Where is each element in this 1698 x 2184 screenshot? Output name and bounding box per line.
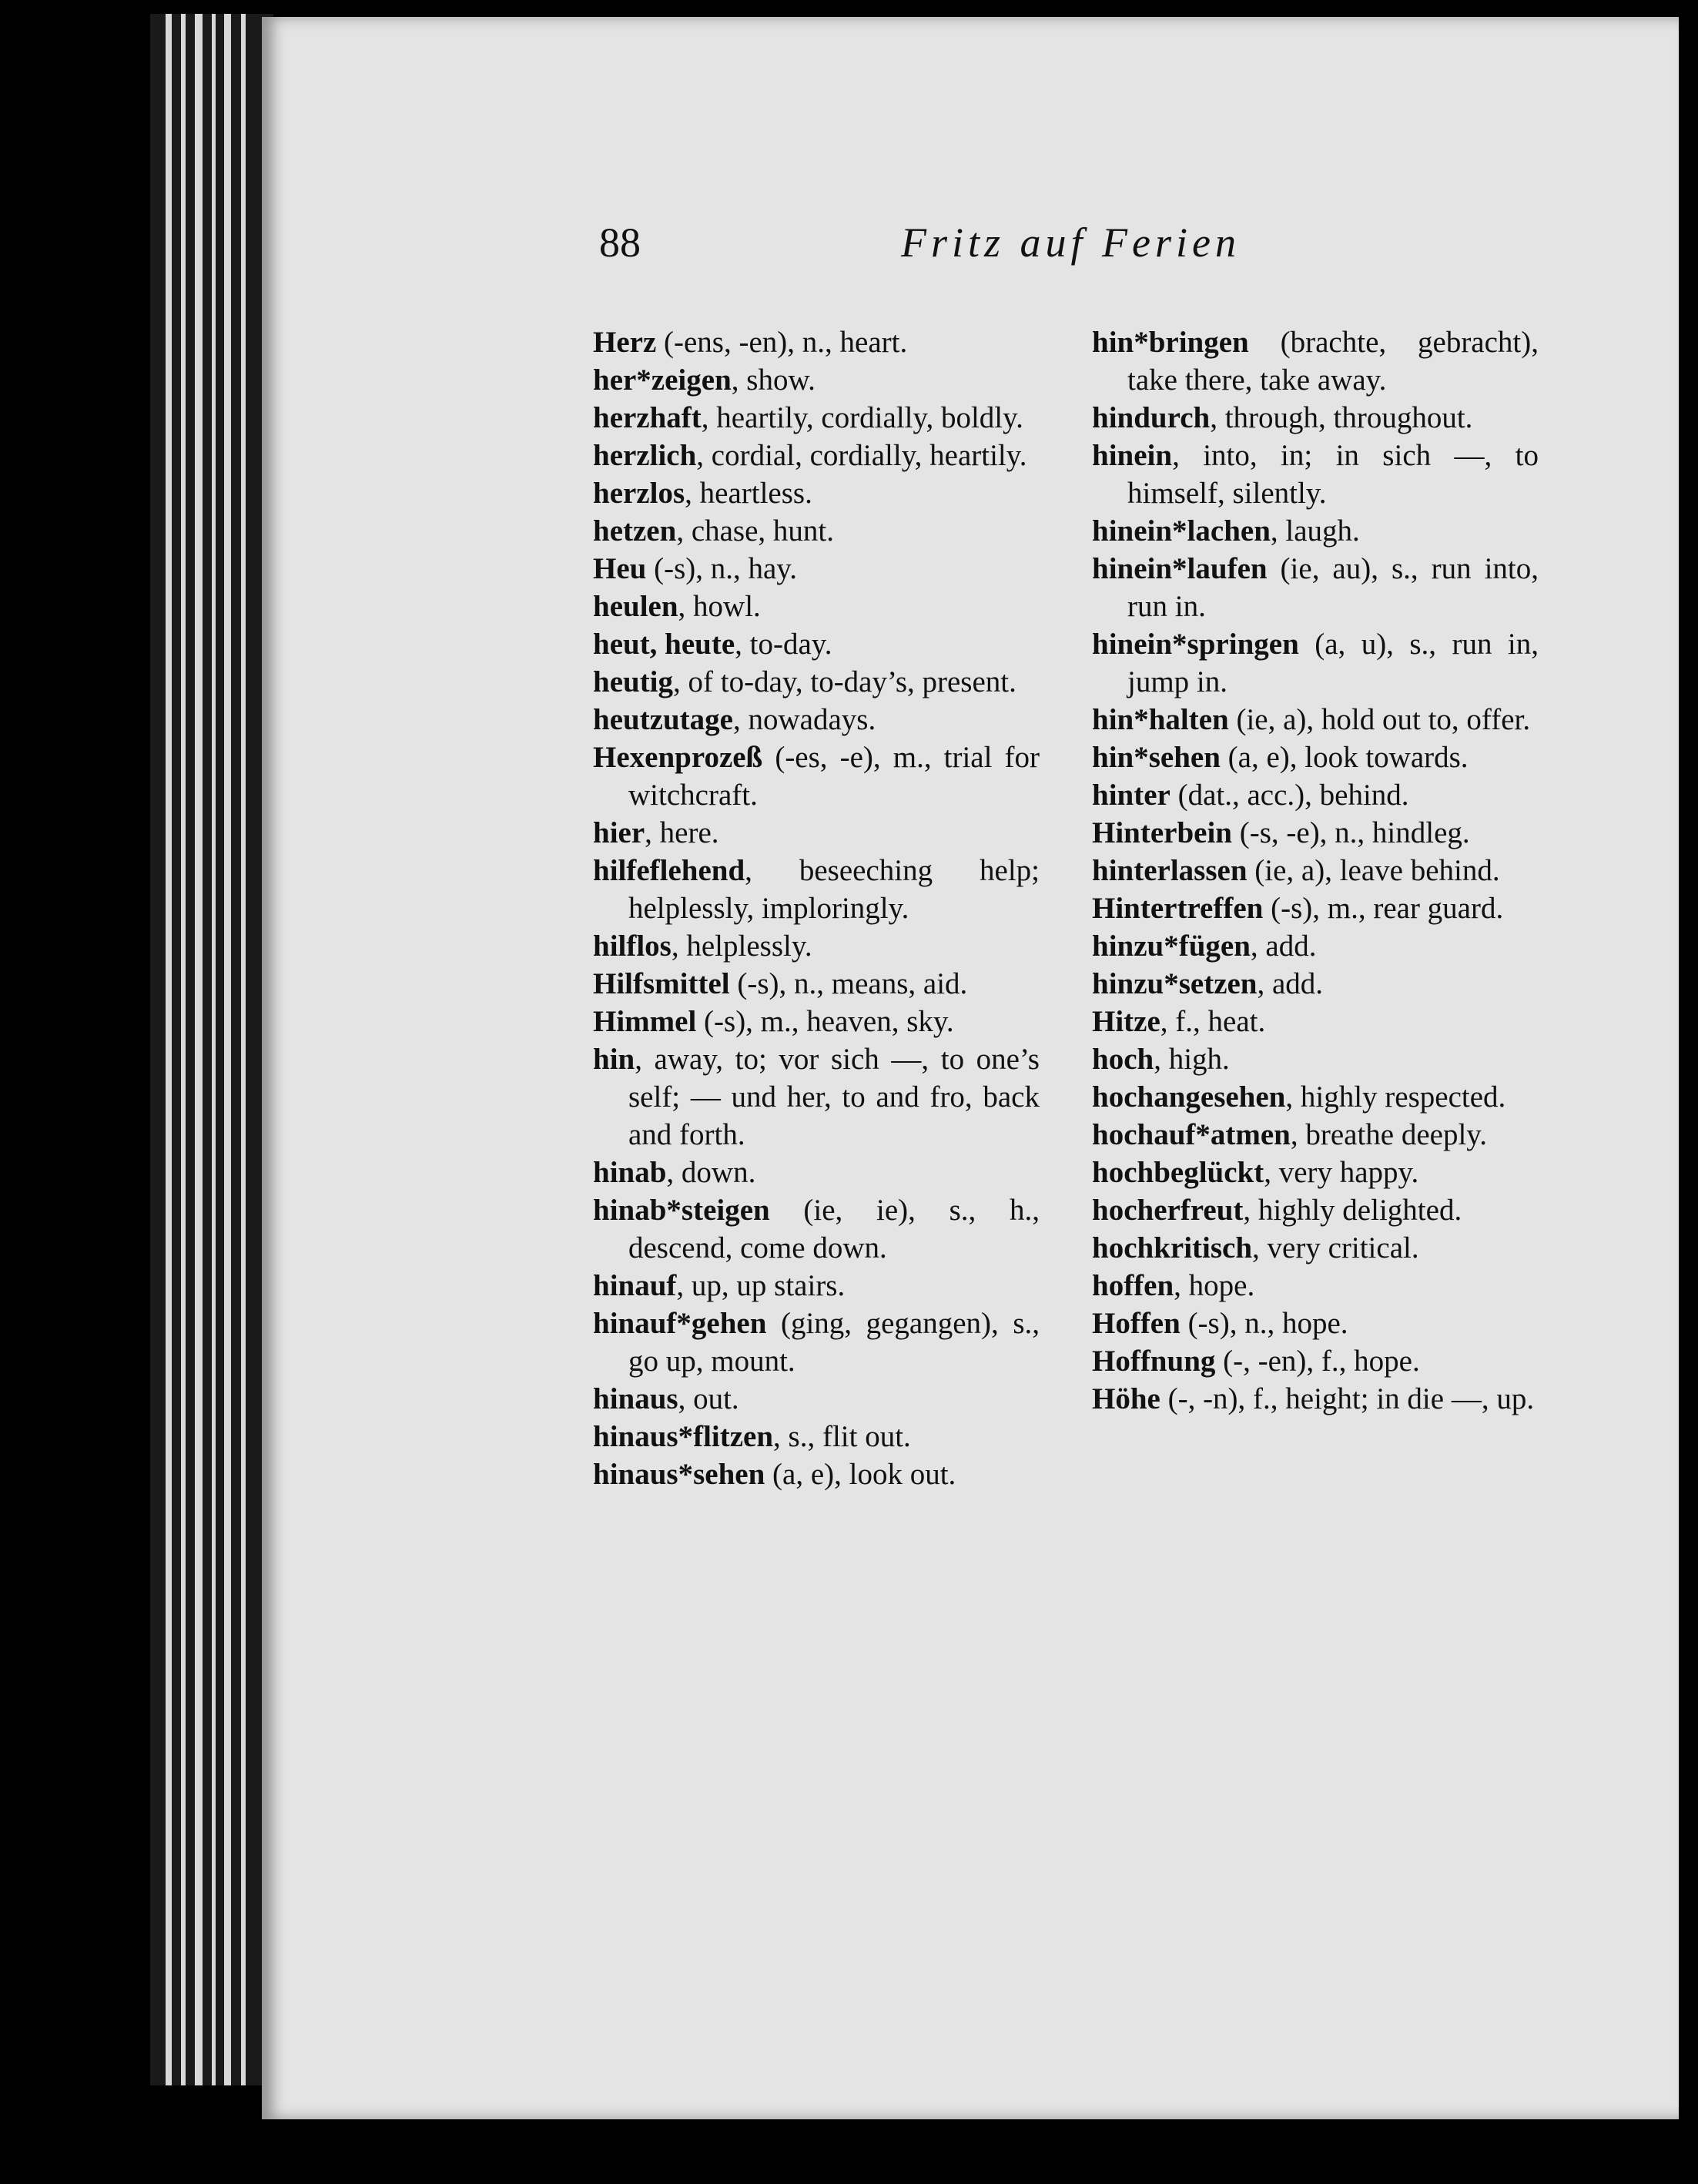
dictionary-entry <box>1092 1154 1539 1191</box>
entry-headword: hocherfreut <box>1092 1194 1244 1227</box>
dictionary-entry <box>1092 814 1539 852</box>
entry-headword: Hoffnung <box>1092 1345 1216 1378</box>
entry-definition: , down. <box>666 1156 756 1189</box>
entry-definition: , cordial, cordially, heartily. <box>696 439 1027 472</box>
entry-headword: hinauf <box>593 1269 677 1302</box>
dictionary-entry <box>1092 1380 1539 1418</box>
entry-headword: heut, heute <box>593 628 735 661</box>
entry-headword: hier <box>593 816 645 849</box>
dictionary-entry <box>593 512 1040 550</box>
dictionary-entry <box>593 663 1040 701</box>
entry-definition: (ie, au), s., run into, run in. <box>1127 552 1539 623</box>
entry-definition: , through, throughout. <box>1210 401 1473 434</box>
dictionary-entry <box>1092 1116 1539 1154</box>
dictionary-entry <box>593 1418 1040 1455</box>
right-column <box>1092 323 1539 1418</box>
entry-definition: , helplessly. <box>671 930 812 963</box>
entry-definition: (brachte, gebracht), take there, take away. <box>1127 326 1539 397</box>
dictionary-entry <box>1092 550 1539 625</box>
entry-definition: , out. <box>678 1382 739 1415</box>
entry-headword: hinaus*flitzen <box>593 1420 774 1453</box>
entry-definition: , high. <box>1154 1043 1230 1076</box>
dictionary-entry <box>593 550 1040 588</box>
entry-headword: hinab*steigen <box>593 1194 770 1227</box>
entry-headword: Hoffen <box>1092 1307 1181 1340</box>
entry-definition: (-es, -e), m., trial for witchcraft. <box>628 741 1040 812</box>
entry-headword: hilfeflehend <box>593 854 745 887</box>
dictionary-entry <box>1092 437 1539 512</box>
dictionary-entry <box>1092 323 1539 399</box>
entry-headword: hoch <box>1092 1043 1154 1076</box>
entry-headword: heutzutage <box>593 703 733 736</box>
page-edge-line <box>224 14 231 2085</box>
entry-definition: (ie, a), leave behind. <box>1247 854 1500 887</box>
page-edge-line <box>195 14 203 2085</box>
entry-headword: hochkritisch <box>1092 1231 1253 1265</box>
page-edge-line <box>166 14 172 2085</box>
dictionary-entry <box>1092 965 1539 1003</box>
entry-definition: , away, to; vor sich —, to one’s self; — und her, to and fro, back and forth. <box>628 1043 1040 1151</box>
entry-headword: hin*bringen <box>1092 326 1249 359</box>
entry-definition: , add. <box>1257 967 1324 1000</box>
left-column <box>593 323 1040 1493</box>
entry-headword: hinzu*setzen <box>1092 967 1258 1000</box>
entry-definition: , breathe deeply. <box>1290 1118 1488 1151</box>
entry-headword: hinein*laufen <box>1092 552 1268 585</box>
entry-definition: (dat., acc.), behind. <box>1170 779 1409 812</box>
entry-definition: (a, e), look towards. <box>1220 741 1469 774</box>
entry-headword: Höhe <box>1092 1382 1160 1415</box>
entry-definition: , hope. <box>1174 1269 1255 1302</box>
entry-headword: Hinterbein <box>1092 816 1232 849</box>
entry-definition: (-s), n., hope. <box>1180 1307 1348 1340</box>
entry-definition: (-ens, -en), n., heart. <box>656 326 908 359</box>
entry-headword: Himmel <box>593 1005 697 1038</box>
entry-definition: (ie, ie), s., h., descend, come down. <box>628 1194 1040 1265</box>
entry-headword: hinzu*fügen <box>1092 930 1251 963</box>
entry-definition: , laugh. <box>1270 514 1360 548</box>
entry-definition: , here. <box>645 816 719 849</box>
entry-definition: , howl. <box>678 590 761 623</box>
dictionary-entry <box>1092 1191 1539 1229</box>
entry-definition: , chase, hunt. <box>676 514 835 548</box>
dictionary-entry <box>593 701 1040 739</box>
entry-headword: herzlos <box>593 477 685 510</box>
page-header <box>262 219 1679 288</box>
dictionary-entry <box>593 588 1040 625</box>
entry-headword: hinein*lachen <box>1092 514 1271 548</box>
dictionary-entry <box>1092 512 1539 550</box>
entry-headword: Hitze <box>1092 1005 1160 1038</box>
dictionary-entry <box>593 927 1040 965</box>
entry-headword: herzhaft <box>593 401 702 434</box>
page-edge-line <box>181 14 186 2085</box>
entry-headword: hin <box>593 1043 635 1076</box>
entry-headword: hinein*springen <box>1092 628 1299 661</box>
entry-definition: (-s), m., rear guard. <box>1263 892 1504 925</box>
dictionary-entry <box>593 965 1040 1003</box>
entry-headword: Heu <box>593 552 647 585</box>
entry-headword: hin*sehen <box>1092 741 1221 774</box>
dictionary-entry <box>1092 701 1539 739</box>
entry-definition: (-, -n), f., height; in die —, up. <box>1160 1382 1535 1415</box>
entry-headword: hoffen <box>1092 1269 1174 1302</box>
dictionary-entry <box>593 437 1040 474</box>
dictionary-entry <box>1092 1040 1539 1078</box>
entry-definition: , f., heat. <box>1160 1005 1266 1038</box>
page-number: 88 <box>599 219 641 266</box>
entry-definition: , very critical. <box>1252 1231 1419 1265</box>
dictionary-entry <box>1092 739 1539 776</box>
dictionary-entry <box>1092 927 1539 965</box>
entry-definition: , very happy. <box>1264 1156 1419 1189</box>
dictionary-entry <box>593 1154 1040 1191</box>
dictionary-entry <box>1092 399 1539 437</box>
dictionary-entry <box>1092 1267 1539 1305</box>
entry-definition: , s., flit out. <box>773 1420 911 1453</box>
entry-definition: , nowadays. <box>732 703 876 736</box>
dictionary-entry <box>1092 1342 1539 1380</box>
book-page <box>262 17 1679 2119</box>
entry-definition: , of to-day, to-day’s, present. <box>673 665 1016 698</box>
entry-headword: hindurch <box>1092 401 1211 434</box>
entry-definition: (ie, a), hold out to, offer. <box>1228 703 1531 736</box>
dictionary-entry <box>593 739 1040 814</box>
entry-definition: (a, u), s., run in, jump in. <box>1127 628 1539 698</box>
entry-headword: hetzen <box>593 514 677 548</box>
dictionary-entry <box>593 1191 1040 1267</box>
dictionary-entry <box>593 625 1040 663</box>
dictionary-entry <box>1092 625 1539 701</box>
entry-definition: , heartily, cordially, boldly. <box>701 401 1023 434</box>
book-page-edges <box>150 14 273 2085</box>
entry-headword: heutig <box>593 665 674 698</box>
entry-headword: hin*halten <box>1092 703 1229 736</box>
entry-headword: hinaus*sehen <box>593 1458 765 1491</box>
dictionary-entry <box>593 1267 1040 1305</box>
entry-definition: , beseeching help; helplessly, imploringly. <box>628 854 1040 925</box>
dictionary-entry <box>593 361 1040 399</box>
entry-definition: (-s), n., means, aid. <box>729 967 968 1000</box>
entry-headword: hinterlassen <box>1092 854 1248 887</box>
dictionary-entry <box>593 1040 1040 1154</box>
entry-definition: , highly respected. <box>1285 1080 1506 1114</box>
dictionary-entry <box>593 1455 1040 1493</box>
entry-definition: , highly delighted. <box>1243 1194 1462 1227</box>
dictionary-entry <box>593 323 1040 361</box>
entry-headword: Hexenprozeß <box>593 741 763 774</box>
entry-definition: (a, e), look out. <box>765 1458 956 1491</box>
entry-definition: (-s), m., heaven, sky. <box>696 1005 954 1038</box>
dictionary-entry <box>1092 1003 1539 1040</box>
page-edge-line <box>241 14 246 2085</box>
dictionary-entry <box>1092 776 1539 814</box>
dictionary-entry <box>593 1380 1040 1418</box>
entry-definition: (-s), n., hay. <box>646 552 798 585</box>
entry-headword: her*zeigen <box>593 363 732 397</box>
entry-headword: Herz <box>593 326 657 359</box>
entry-definition: , to-day. <box>735 628 832 661</box>
dictionary-entry <box>1092 1078 1539 1116</box>
entry-headword: hilflos <box>593 930 671 963</box>
entry-headword: heulen <box>593 590 678 623</box>
entry-definition: (-, -en), f., hope. <box>1215 1345 1420 1378</box>
dictionary-entry <box>593 399 1040 437</box>
dictionary-entry <box>1092 852 1539 889</box>
entry-headword: Hintertreffen <box>1092 892 1264 925</box>
entry-headword: Hilfsmittel <box>593 967 730 1000</box>
entry-definition: , show. <box>731 363 816 397</box>
entry-definition: , into, in; in sich —, to himself, silently. <box>1127 439 1539 510</box>
page-edge-line <box>212 14 216 2085</box>
dictionary-entry <box>593 814 1040 852</box>
entry-headword: hinter <box>1092 779 1171 812</box>
entry-definition: , up, up stairs. <box>676 1269 846 1302</box>
dictionary-entry <box>593 1003 1040 1040</box>
entry-headword: hinauf*gehen <box>593 1307 767 1340</box>
entry-headword: hochauf*atmen <box>1092 1118 1291 1151</box>
dictionary-entry <box>593 1305 1040 1380</box>
entry-headword: hinab <box>593 1156 667 1189</box>
entry-headword: herzlich <box>593 439 697 472</box>
entry-definition: , add. <box>1250 930 1317 963</box>
dictionary-entry <box>1092 1305 1539 1342</box>
entry-headword: hochbeglückt <box>1092 1156 1264 1189</box>
entry-definition: (ging, gegangen), s., go up, mount. <box>628 1307 1040 1378</box>
dictionary-entry <box>1092 889 1539 927</box>
entry-headword: hochangesehen <box>1092 1080 1286 1114</box>
entry-definition: , heartless. <box>685 477 812 510</box>
entry-headword: hinein <box>1092 439 1173 472</box>
dictionary-entry <box>1092 1229 1539 1267</box>
entry-definition: (-s, -e), n., hindleg. <box>1232 816 1470 849</box>
entry-headword: hinaus <box>593 1382 678 1415</box>
running-title: Fritz auf Ferien <box>901 219 1241 266</box>
dictionary-entry <box>593 852 1040 927</box>
dictionary-entry <box>593 474 1040 512</box>
